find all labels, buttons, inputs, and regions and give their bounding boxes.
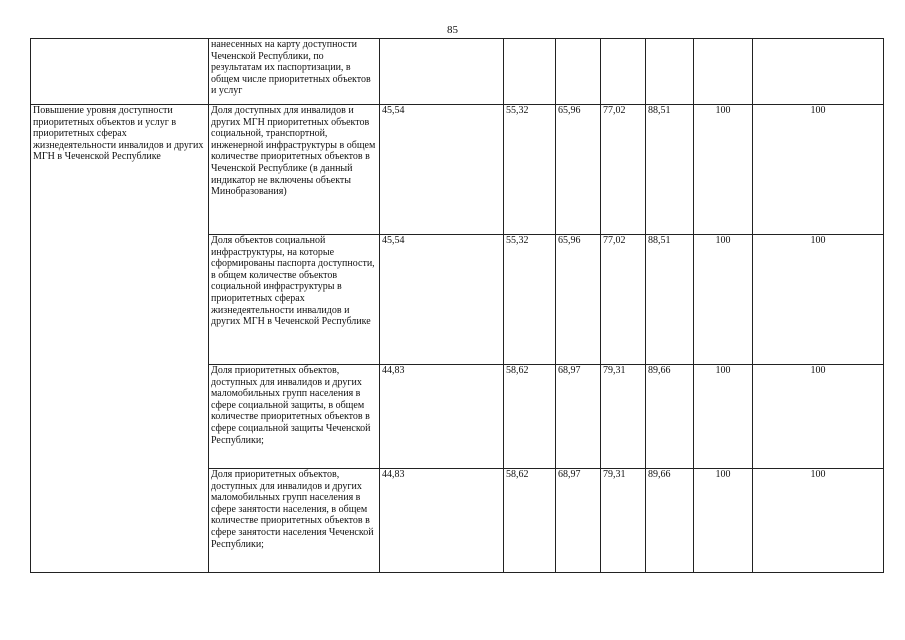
value-cell: 45,54 <box>380 235 504 365</box>
value-cell <box>556 39 601 105</box>
value-cell: 100 <box>753 469 884 573</box>
value-cell: 89,66 <box>646 469 694 573</box>
value-cell <box>380 39 504 105</box>
value-cell: 88,51 <box>646 235 694 365</box>
value-cell: 89,66 <box>646 365 694 469</box>
indicators-table <box>30 38 884 573</box>
value-cell: 100 <box>694 469 753 573</box>
value-cell <box>753 39 884 105</box>
page-number: 85 <box>447 24 458 36</box>
value-cell: 44,83 <box>380 469 504 573</box>
indicator-cell: Доля доступных для инвалидов и других МГН приоритетных объектов социальной, транспортной, инженерной инфраструктуры в общем количестве приоритетных объектов в Чеченской Республике (в данный индикатор не включены объекты Минобразования) <box>209 105 380 235</box>
value-cell: 44,83 <box>380 365 504 469</box>
value-cell: 77,02 <box>601 235 646 365</box>
value-cell: 100 <box>753 105 884 235</box>
goal-cell: Повышение уровня доступности приоритетных объектов и услуг в приоритетных сферах жизнедеятельности инвалидов и других МГН в Чеченской Республике <box>31 105 209 573</box>
value-cell: 79,31 <box>601 365 646 469</box>
value-cell <box>601 39 646 105</box>
table-row <box>31 105 884 235</box>
value-cell: 100 <box>694 105 753 235</box>
value-cell: 68,97 <box>556 469 601 573</box>
value-cell: 100 <box>753 235 884 365</box>
indicator-cell: Доля приоритетных объектов, доступных для инвалидов и других маломобильных групп населения в сфере занятости населения, в общем количестве приоритетных объектов в сфере занятости населения Чеченской Республики; <box>209 469 380 573</box>
table-row <box>31 39 884 105</box>
indicator-cell: нанесенных на карту доступности Чеченской Республики, по результатам их паспортизации, в общем числе приоритетных объектов и услуг <box>209 39 380 105</box>
value-cell: 58,62 <box>504 469 556 573</box>
indicator-cell: Доля объектов социальной инфраструктуры, на которые сформированы паспорта доступности, в общем количестве объектов социальной инфраструктуры в приоритетных сферах жизнедеятельности инвалидов и других МГН в Чеченской Республике <box>209 235 380 365</box>
value-cell: 55,32 <box>504 235 556 365</box>
value-cell: 58,62 <box>504 365 556 469</box>
value-cell: 88,51 <box>646 105 694 235</box>
value-cell: 55,32 <box>504 105 556 235</box>
value-cell: 79,31 <box>601 469 646 573</box>
value-cell <box>694 39 753 105</box>
value-cell <box>504 39 556 105</box>
value-cell: 65,96 <box>556 235 601 365</box>
value-cell: 100 <box>753 365 884 469</box>
value-cell: 45,54 <box>380 105 504 235</box>
value-cell <box>646 39 694 105</box>
value-cell: 77,02 <box>601 105 646 235</box>
value-cell: 100 <box>694 235 753 365</box>
value-cell: 100 <box>694 365 753 469</box>
goal-cell <box>31 39 209 105</box>
value-cell: 68,97 <box>556 365 601 469</box>
indicator-cell: Доля приоритетных объектов, доступных для инвалидов и других маломобильных групп населения в сфере социальной защиты, в общем количестве приоритетных объектов в сфере социальной защиты Чеченской Республики; <box>209 365 380 469</box>
value-cell: 65,96 <box>556 105 601 235</box>
